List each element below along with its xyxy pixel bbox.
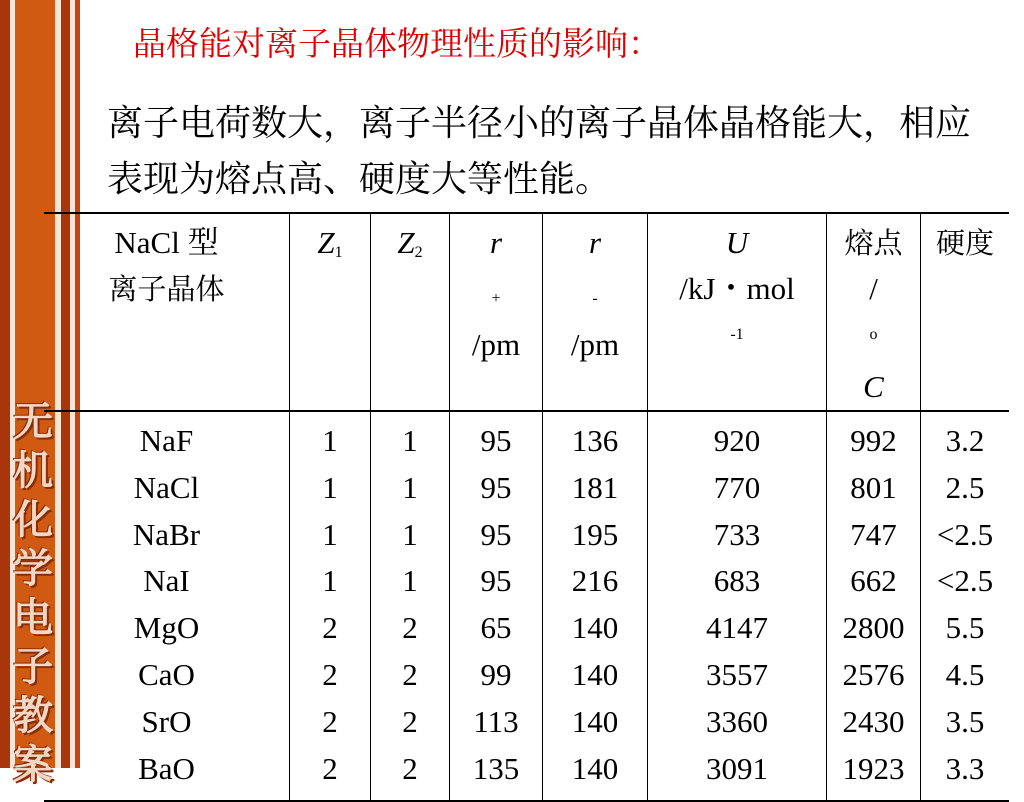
cell-z1: 2 [322,750,338,786]
header-mp-unit: C [863,369,884,404]
header-type-line2: 离子晶体 [108,272,225,306]
cell-z2: 1 [402,516,418,552]
cell-z1: 1 [322,423,338,458]
cell-rplus: 95 [480,423,512,458]
cell-z1: 1 [322,516,338,552]
header-u-symbol: U [725,225,749,260]
cell-rminus: 195 [571,516,619,552]
intro-paragraph: 离子电荷数大，离子半径小的离子晶体晶格能大，相应表现为熔点高、硬度大等性能。 [107,103,972,200]
cell-hardness: 3.2 [945,423,985,458]
cell-u: 3557 [706,656,768,692]
header-rminus-symbol: r [588,225,602,260]
header-z2-sub: 2 [414,244,423,261]
cell-rplus: 95 [480,516,512,552]
header-type-line1: NaCl 型 [114,225,219,260]
cell-mp: 662 [850,563,897,599]
header-mp-unit-sup: o [869,326,878,343]
cell-mp: 747 [850,516,897,552]
cell-mp: 2800 [842,610,905,646]
cell-rplus: 95 [480,469,512,505]
cell-hardness: 4.5 [945,656,985,692]
header-rminus-unit: /pm [570,327,620,362]
lattice-energy-table [44,212,1009,802]
cell-rplus: 95 [480,563,512,599]
banner-char: 化 [13,497,53,543]
cell-rminus: 136 [571,423,619,458]
column-z2 [371,411,450,801]
column-r-minus [543,411,648,801]
cell-u: 683 [713,563,761,599]
cell-rminus: 216 [571,563,619,599]
cell-hardness: 2.5 [945,469,985,505]
cell-mp: 992 [850,423,897,458]
header-rplus-unit: /pm [471,327,521,362]
cell-mp: 1923 [842,750,905,786]
cell-rminus: 140 [571,610,619,646]
cell-u: 920 [713,423,761,458]
column-compound [44,411,290,801]
cell-z2: 2 [402,610,418,646]
cell-u: 733 [713,516,761,552]
header-rplus-symbol: r [489,225,503,260]
cell-compound: MgO [133,610,200,646]
cell-rminus: 140 [571,656,619,692]
cell-mp: 2430 [842,703,905,739]
header-z1 [290,213,371,411]
cell-z1: 1 [322,563,338,599]
header-rminus-sub: - [592,290,598,307]
cell-hardness: <2.5 [936,516,994,552]
cell-rminus: 181 [571,469,619,505]
header-z1-sub: 1 [334,244,343,261]
column-z1 [290,411,371,801]
column-melting-point [827,411,921,801]
banner-char: 教 [13,693,53,739]
cell-z1: 2 [322,703,338,739]
column-hardness [921,411,1010,801]
cell-u: 3091 [706,750,768,786]
cell-mp: 2576 [842,656,905,692]
cell-z2: 1 [402,423,418,458]
cell-z1: 2 [322,610,338,646]
header-mp-label: 熔点 [844,226,903,260]
cell-u: 4147 [706,610,768,646]
cell-z2: 2 [402,656,418,692]
cell-z2: 1 [402,563,418,599]
column-r-plus [450,411,543,801]
header-hardness-label: 硬度 [935,226,994,260]
header-melting-point [827,213,921,411]
header-z1-symbol: Z [317,225,335,260]
banner-char: 子 [13,644,53,690]
cell-compound: BaO [138,750,195,786]
banner-char: 案 [13,742,53,788]
cell-compound: SrO [141,703,192,739]
header-z2 [371,213,450,411]
cell-hardness: <2.5 [936,563,994,599]
cell-compound: NaBr [132,516,201,552]
cell-u: 3360 [706,703,768,739]
banner-char: 机 [13,448,53,494]
table-header-row [44,213,1009,411]
banner-char: 电 [13,595,53,641]
banner-char: 学 [13,546,53,592]
header-rplus-sub: + [491,290,501,307]
cell-rplus: 99 [480,656,512,692]
cell-z1: 1 [322,469,338,505]
cell-z2: 2 [402,703,418,739]
cell-rminus: 140 [571,703,619,739]
cell-compound: NaF [139,423,194,458]
cell-hardness: 3.5 [945,703,985,739]
cell-rplus: 113 [473,703,519,739]
cell-z1: 2 [322,656,338,692]
header-mp-unit-pre: / [869,271,878,306]
banner-char: 无 [13,399,53,445]
header-lattice-energy [648,213,827,411]
header-z2-symbol: Z [397,225,415,260]
cell-rplus: 135 [472,750,520,786]
cell-mp: 801 [850,469,897,505]
cell-compound: NaI [143,563,190,599]
header-u-unit: /kJ・mol [679,271,795,306]
cell-rminus: 140 [571,750,619,786]
cell-hardness: 5.5 [945,610,985,646]
slide-title: 晶格能对离子晶体物理性质的影响： [133,24,661,63]
cell-z2: 2 [402,750,418,786]
cell-z2: 1 [402,469,418,505]
cell-compound: NaCl [133,469,200,505]
cell-compound: CaO [138,656,195,692]
header-u-unit-sup: -1 [730,326,744,343]
header-r-minus [543,213,648,411]
header-compound-type [44,213,290,411]
header-r-plus [450,213,543,411]
cell-hardness: 3.3 [945,750,985,786]
header-hardness [921,213,1010,411]
cell-rplus: 65 [480,610,512,646]
table-body-row [44,411,1009,801]
column-lattice-energy [648,411,827,801]
cell-u: 770 [713,469,761,505]
